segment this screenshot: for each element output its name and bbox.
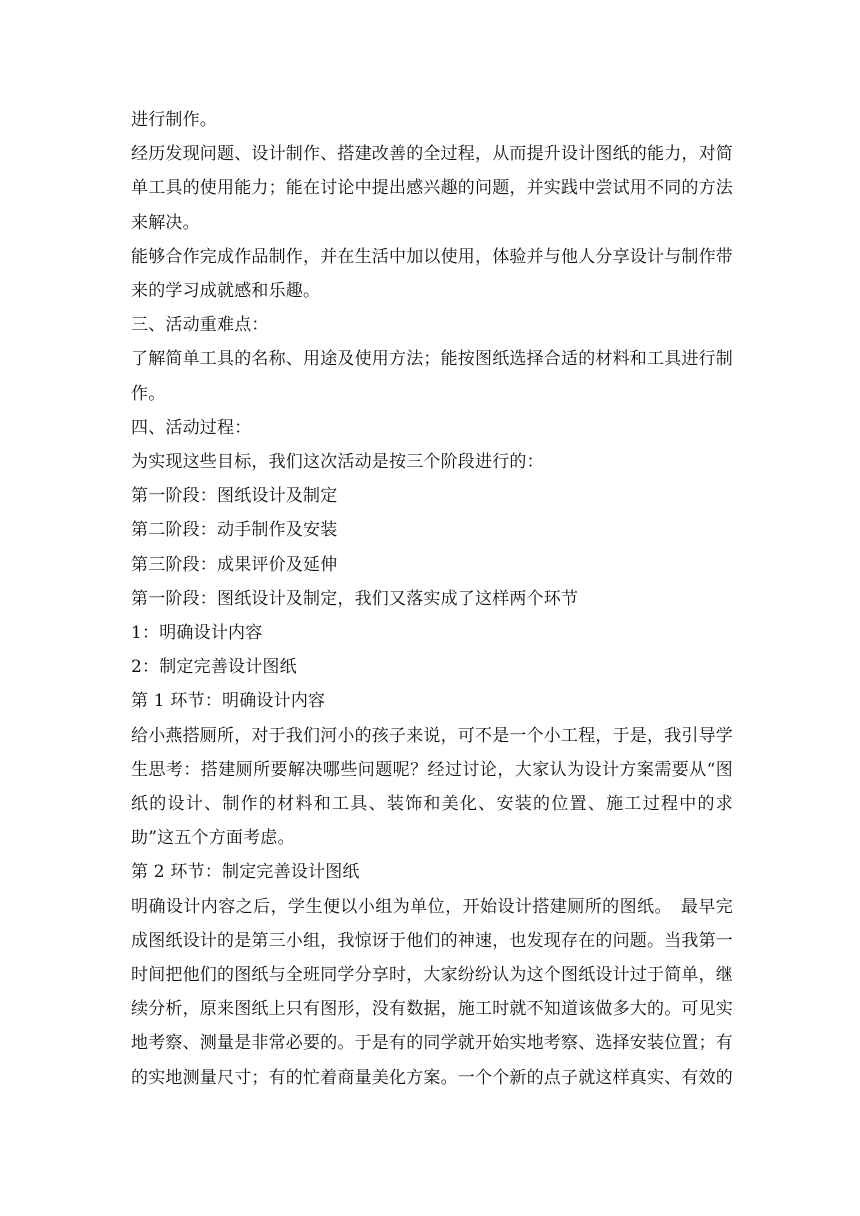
section-heading-key-points: 三、活动重难点： (131, 315, 269, 336)
paragraph-stages-intro: 为实现这些目标，我们这次活动是按三个阶段进行的： (131, 452, 544, 473)
paragraph-key-points: 了解简单工具的名称、用途及使用方法；能按图纸选择合适的材料和工具进行制作。 (131, 349, 733, 404)
paragraph-continuation: 进行制作。 (131, 110, 217, 130)
paragraph-stage-1-intro: 第一阶段：图纸设计及制定，我们又落实成了这样两个环节 (131, 588, 579, 609)
paragraph-step-1: 给小燕搭厕所，对于我们河小的孩子来说，可不是一个小工程，于是，我引导学生思考：搭建厕所要解决哪些问题呢？经过讨论，大家认为设计方案需要从“图纸的设计、制作的材料和工具、装饰和美化、安装的位置、施工过程中的求助”这五个方面考虑。 (131, 725, 733, 849)
paragraph-goal-process: 经历发现问题、设计制作、搭建改善的全过程，从而提升设计图纸的能力，对简单工具的使用能力；能在讨论中提出感兴趣的问题，并实践中尝试用不同的方法来解决。 (131, 144, 733, 233)
section-heading-process: 四、活动过程： (131, 417, 252, 438)
paragraph-step-2: 明确设计内容之后，学生便以小组为单位，开始设计搭建厕所的图纸。 最早完成图纸设计的是第三小组，我惊讶于他们的神速，也发现存在的问题。当我第一时间把他们的图纸与全班同学分享时，大家纷纷认为这个图纸设计过于简单，继续分析，原来图纸上只有图形，没有数据，施工时就不知道该做多大的。可见实地考察、测量是非常必要的。于是有的同学就开始实地考察、选择安装位置；有的实地测量尺寸；有的忙着商量美化方案。一个个新的点子就这样真实、有效的 (131, 896, 733, 1088)
stage-item-2: 第二阶段：动手制作及安装 (131, 520, 338, 541)
subheading-step-1: 第 1 环节：明确设计内容 (131, 691, 326, 712)
step-item-1: 1：明确设计内容 (131, 623, 263, 644)
stage-item-1: 第一阶段：图纸设计及制定 (131, 486, 338, 507)
document-body (131, 103, 733, 1095)
paragraph-goal-cooperation: 能够合作完成作品制作，并在生活中加以使用，体验并与他人分享设计与制作带来的学习成就感和乐趣。 (131, 246, 733, 302)
stage-item-3: 第三阶段：成果评价及延伸 (131, 554, 338, 575)
step-item-2: 2：制定完善设计图纸 (131, 657, 297, 678)
subheading-step-2: 第 2 环节：制定完善设计图纸 (131, 862, 360, 883)
